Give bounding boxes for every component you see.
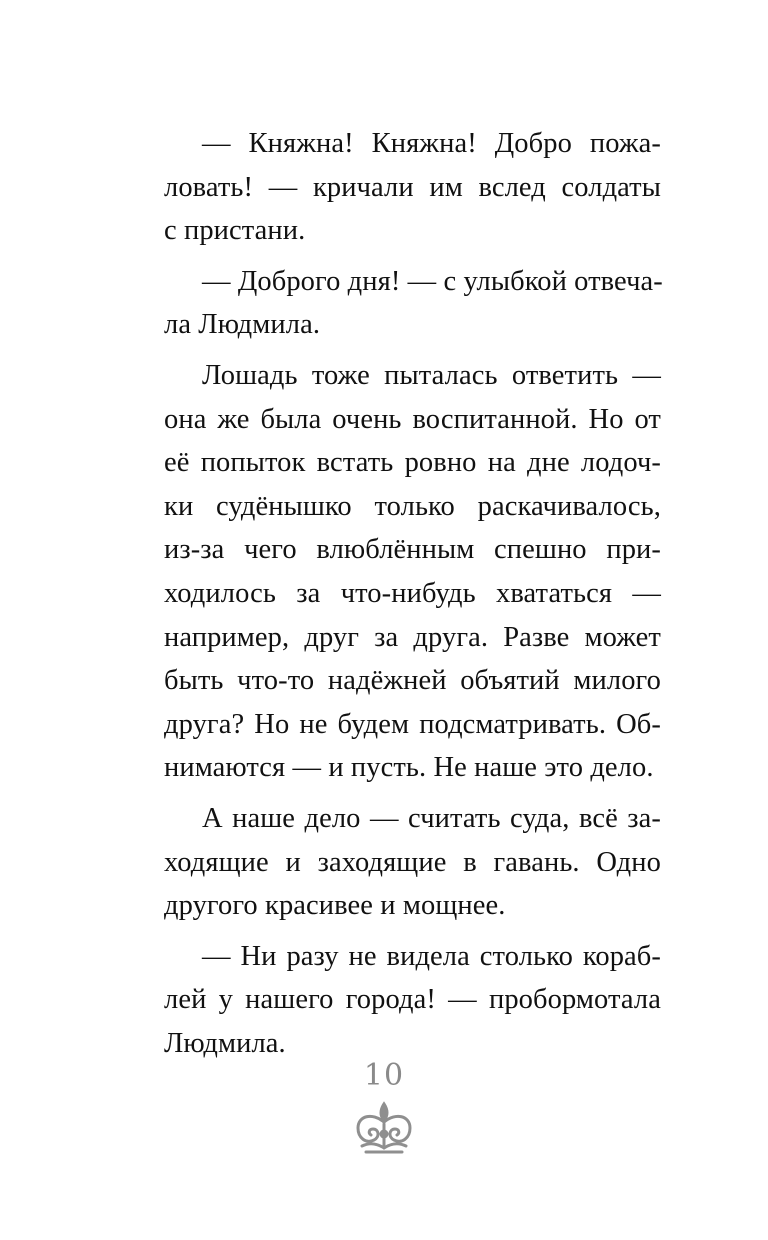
text-line: ходилось за что-нибудь хвататься — — [164, 577, 661, 609]
text-line: ла Людмила. — [164, 309, 321, 341]
body-text — [164, 122, 661, 1065]
text-line: ки судёнышко только раскачивалось, — [164, 490, 661, 522]
text-line: Лошадь тоже пыталась ответить — — [202, 359, 661, 391]
text-line: она же была очень воспитанной. Но от — [164, 403, 661, 435]
text-line: из-за чего влюблённым спешно при- — [164, 534, 661, 566]
text-line: ходящие и заходящие в гавань. Одно — [164, 846, 661, 878]
text-line: её попыток встать ровно на дне лодоч- — [164, 447, 661, 479]
paragraph — [164, 260, 661, 347]
text-line: Людмила. — [164, 1027, 286, 1059]
text-line: быть что-то надёжней объятий милого — [164, 665, 661, 697]
paragraph — [164, 122, 661, 253]
text-line: — Ни разу не видела столько кораб- — [202, 940, 661, 972]
paragraph — [164, 797, 661, 928]
paragraph — [164, 935, 661, 1066]
paragraph — [164, 354, 661, 790]
text-line: например, друг за друга. Разве может — [164, 621, 661, 653]
page-number: 10 — [363, 1058, 405, 1093]
text-line: лей у нашего города! — пробормотала — [164, 984, 661, 1016]
floral-ornament-icon — [352, 1100, 416, 1156]
text-line: ловать! — кричали им вслед солдаты — [164, 171, 661, 203]
text-line: — Княжна! Княжна! Добро пожа- — [202, 128, 661, 159]
text-line: с пристани. — [164, 215, 306, 247]
text-line: другого красивее и мощнее. — [164, 890, 506, 922]
text-line: — Доброго дня! — с улыбкой отвеча- — [202, 265, 663, 297]
text-line: А наше дело — считать суда, всё за- — [202, 802, 661, 834]
text-line: нимаются — и пусть. Не наше это дело. — [164, 752, 654, 784]
text-line: друга? Но не будем подсматривать. Об- — [164, 708, 661, 740]
